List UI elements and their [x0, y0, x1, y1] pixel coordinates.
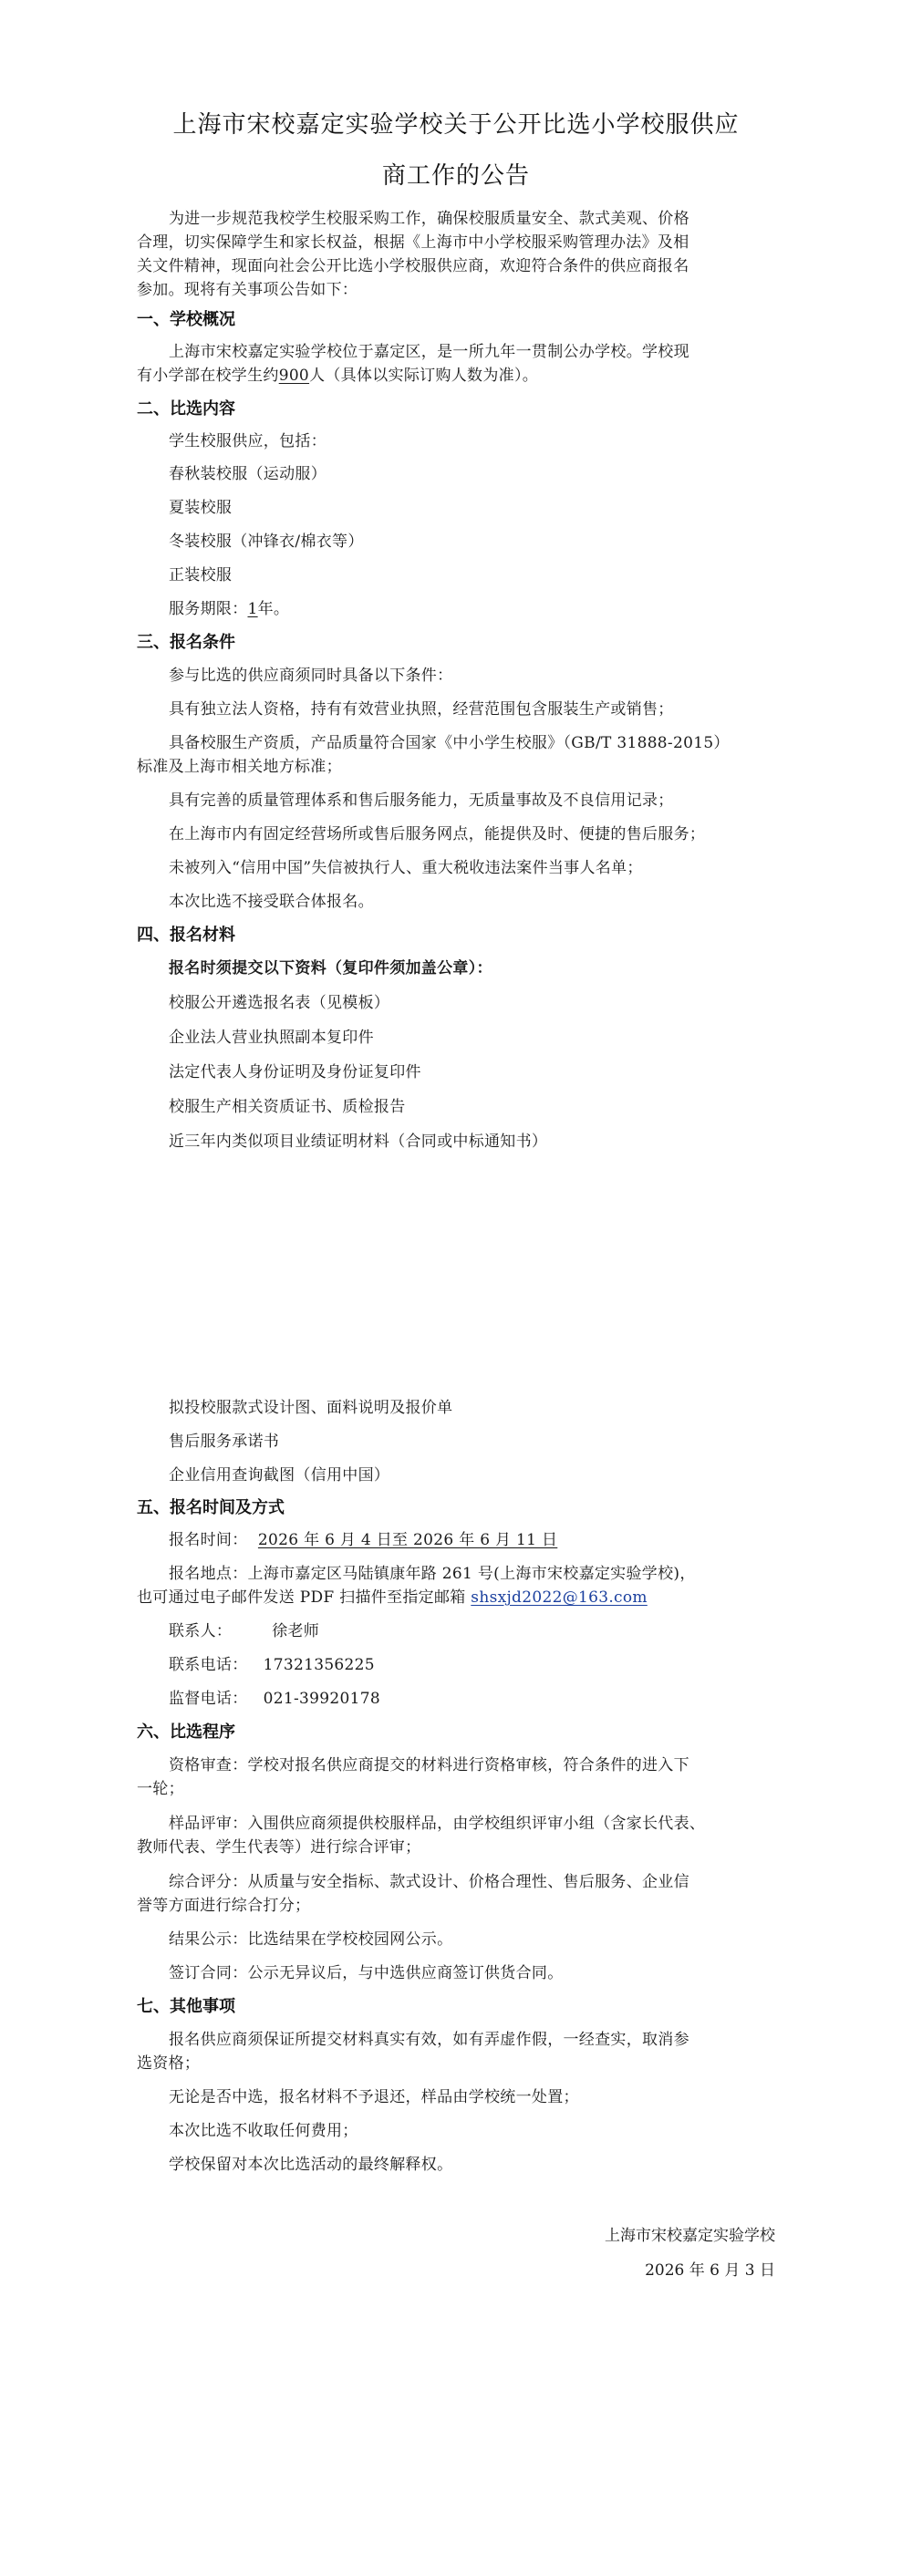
condition-line: 本次比选不接受联合体报名。: [169, 893, 374, 911]
material-item: 企业信用查询截图（信用中国）: [169, 1466, 390, 1485]
registration-place-line-2: [137, 1587, 648, 1609]
overview-line: [137, 365, 538, 387]
contact-person-label: 联系人：: [169, 1622, 233, 1640]
service-term-value: 1: [247, 600, 258, 618]
condition-line: 在上海市内有固定经营场所或售后服务网点，能提供及时、便捷的售后服务；: [169, 825, 706, 843]
content-item: 冬装校服（冲锋衣/棉衣等）: [169, 533, 364, 551]
other-line: 报名供应商须保证所提交材料真实有效，如有弄虚作假，一经查实，取消参: [169, 2031, 689, 2049]
intro-line: 为进一步规范我校学生校服采购工作，确保校服质量安全、款式美观、价格: [169, 210, 689, 228]
contact-phone: [169, 1654, 375, 1676]
other-line: 选资格；: [137, 2054, 201, 2073]
section-heading-school-overview: 一、学校概况: [137, 310, 235, 329]
condition-line: 具备校服生产资质，产品质量符合国家《中小学生校服》（GB/T 31888-2015）: [169, 734, 730, 752]
section-heading-other-matters: 七、其他事项: [137, 1997, 235, 2016]
procedure-line: 资格审查：学校对报名供应商提交的材料进行资格审核，符合条件的进入下: [169, 1756, 689, 1774]
overview-suffix: 人（具体以实际订购人数为准）。: [309, 367, 539, 385]
condition-line: 未被列入“信用中国”失信被执行人、重大税收违法案件当事人名单；: [169, 859, 643, 877]
contact-person: [169, 1620, 319, 1642]
procedure-line: 结果公示：比选结果在学校校园网公示。: [169, 1930, 453, 1949]
material-item: 校服生产相关资质证书、质检报告: [169, 1098, 406, 1116]
supervision-phone: [169, 1688, 380, 1710]
student-count: 900: [278, 367, 310, 385]
signature-date: 2026 年 6 月 3 日: [645, 2261, 775, 2280]
overview-text: 有小学部在校学生约: [137, 367, 279, 385]
condition-line: 标准及上海市相关地方标准；: [137, 758, 342, 776]
procedure-line: 签订合同：公示无异议后，与中选供应商签订供货合同。: [169, 1964, 564, 1982]
other-line: 无论是否中选，报名材料不予退还，样品由学校统一处置；: [169, 2088, 579, 2106]
procedure-line: 一轮；: [137, 1780, 184, 1798]
procedure-line: 誉等方面进行综合打分；: [137, 1897, 311, 1915]
registration-time-value: 2026 年 6 月 4 日至 2026 年 6 月 11 日: [257, 1531, 558, 1549]
supervision-phone-value: 021-39920178: [263, 1690, 380, 1708]
other-line: 本次比选不收取任何费用；: [169, 2122, 358, 2140]
material-item: 校服公开遴选报名表（见模板）: [169, 994, 390, 1012]
service-term: [169, 598, 289, 620]
procedure-line: 综合评分：从质量与安全指标、款式设计、价格合理性、售后服务、企业信: [169, 1873, 689, 1891]
content-item: 春秋装校服（运动服）: [169, 465, 326, 483]
contact-phone-label: 联系电话：: [169, 1656, 248, 1674]
section-heading-registration-conditions: 三、报名条件: [137, 633, 235, 652]
material-item: 拟投校服款式设计图、面料说明及报价单: [169, 1399, 453, 1417]
section-heading-selection-procedure: 六、比选程序: [137, 1723, 235, 1742]
intro-line: 参加。现将有关事项公告如下：: [137, 281, 358, 299]
service-term-suffix: 年。: [257, 600, 290, 618]
contact-person-value: 徐老师: [272, 1622, 320, 1640]
section-heading-registration-materials: 四、报名材料: [137, 926, 235, 945]
condition-line: 具有完善的质量管理体系和售后服务能力，无质量事故及不良信用记录；: [169, 791, 674, 810]
materials-subheading: 报名时须提交以下资料（复印件须加盖公章）：: [169, 959, 492, 978]
intro-line: 关文件精神，现面向社会公开比选小学校服供应商，欢迎符合条件的供应商报名: [137, 257, 689, 275]
supervision-phone-label: 监督电话：: [169, 1690, 248, 1708]
content-item: 夏装校服: [169, 499, 233, 517]
intro-line: 合理，切实保障学生和家长权益，根据《上海市中小学校服采购管理办法》及相: [137, 233, 689, 252]
procedure-line: 样品评审：入围供应商须提供校服样品，由学校组织评审小组（含家长代表、: [169, 1815, 706, 1833]
signature-organization: 上海市宋校嘉定实验学校: [605, 2227, 775, 2245]
section-heading-registration-time: 五、报名时间及方式: [137, 1498, 285, 1517]
condition-line: 具有独立法人资格，持有有效营业执照，经营范围包含服装生产或销售；: [169, 700, 674, 719]
registration-place-line-1: 报名地点：上海市嘉定区马陆镇康年路 261 号(上海市宋校嘉定实验学校)，: [169, 1565, 696, 1583]
section-heading-selection-content: 二、比选内容: [137, 399, 235, 419]
material-item: 企业法人营业执照副本复印件: [169, 1029, 374, 1047]
document-title-line-1: 上海市宋校嘉定实验学校关于公开比选小学校服供应: [172, 111, 740, 139]
contact-phone-value: 17321356225: [263, 1656, 375, 1674]
other-line: 学校保留对本次比选活动的最终解释权。: [169, 2156, 453, 2174]
content-item: 正装校服: [169, 566, 233, 585]
material-item: 近三年内类似项目业绩证明材料（合同或中标通知书）: [169, 1133, 548, 1151]
registration-time: [169, 1529, 557, 1551]
document-title-line-2: 商工作的公告: [381, 162, 530, 190]
overview-line: 上海市宋校嘉定实验学校位于嘉定区，是一所九年一贯制公办学校。学校现: [169, 343, 689, 361]
registration-time-label: 报名时间：: [169, 1531, 248, 1549]
email-link[interactable]: shsxjd2022@163.com: [471, 1588, 648, 1607]
material-item: 售后服务承诺书: [169, 1433, 280, 1451]
email-instruction: 也可通过电子邮件发送 PDF 扫描件至指定邮箱: [137, 1588, 466, 1607]
content-item: 学生校服供应，包括：: [169, 432, 326, 450]
material-item: 法定代表人身份证明及身份证复印件: [169, 1063, 421, 1081]
procedure-line: 教师代表、学生代表等）进行综合评审；: [137, 1838, 421, 1857]
service-term-label: 服务期限：: [169, 600, 248, 618]
condition-line: 参与比选的供应商须同时具备以下条件：: [169, 667, 453, 685]
